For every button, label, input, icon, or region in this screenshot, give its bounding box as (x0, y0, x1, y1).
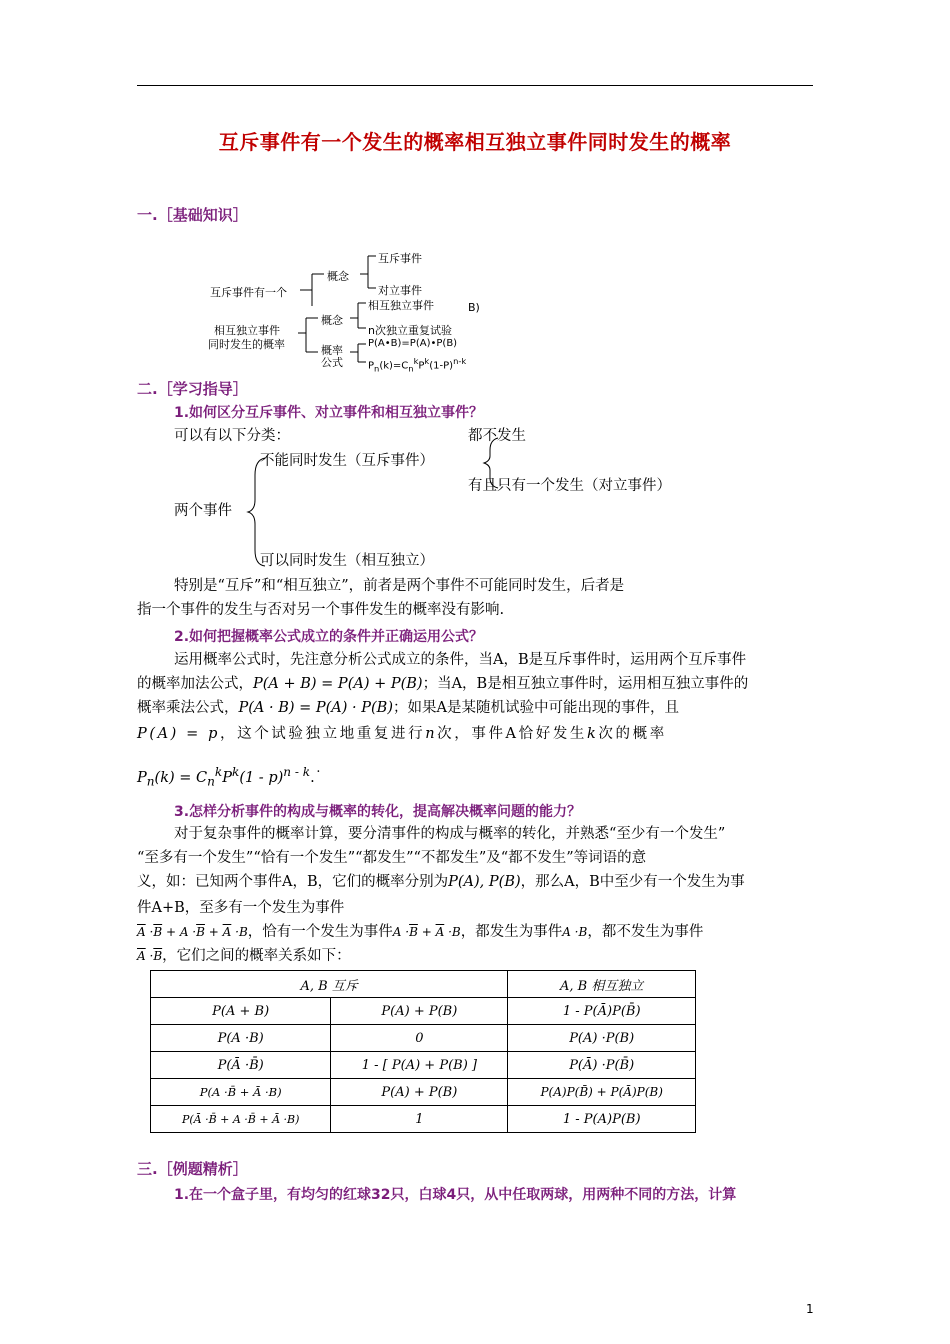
table-cell: P(Ā) ·P(B̄) (508, 1052, 696, 1079)
p3-line-5: $\overline{A} \cdot\overline{B} + A \cdot\overline{B} + \overline{A} \cdot B$，恰有一个发生为事件$A \cdot\overline{B} + \overline{A} \cdot B$，都发生为事件A ·B，都不发生为事件 (137, 924, 704, 940)
diagram-concept-2: 概念 (321, 314, 343, 327)
diagram-concept-1: 概念 (327, 270, 349, 283)
table-cell: P(A) ·P(B) (508, 1025, 696, 1052)
question-2: 2.如何把握概率公式成立的条件并正确运用公式？ (174, 629, 484, 645)
diagram-indep-root-a: 相互独立事件 (214, 324, 280, 337)
note-line-1: 特别是“互斥”和“相互独立”，前者是两个事件不可能同时发生，后者是 (174, 578, 625, 594)
diagram-indep-root-b: 同时发生的概率 (208, 338, 285, 351)
p3-line-3: 义，如：已知两个事件A，B，它们的概率分别为P(A), P(B)，那么A，B中至少有一个发生为事 (137, 874, 745, 890)
classify-text: 可以有以下分类： (174, 428, 290, 444)
diagram-repeat-trial: n次独立重复试验 (368, 324, 452, 337)
table-header-mutex: A, B 互斥 (151, 971, 508, 998)
neither-occur: 都不发生 (468, 428, 526, 444)
table-cell: P(A) + P(B) (331, 1079, 508, 1106)
table-cell: P(A)P(B̄) + P(Ā)P(B) (508, 1079, 696, 1106)
table-row (151, 1106, 696, 1133)
table-cell: 1 - P(A)P(B) (508, 1106, 696, 1133)
page-title: 互斥事件有一个发生的概率相互独立事件同时发生的概率 (218, 130, 732, 154)
table-header-indep: A, B 相互独立 (508, 971, 696, 998)
table-cell: P(Ā ·B̄ + A ·B̄ + Ā ·B) (151, 1106, 331, 1133)
diagram-formula-a: 概率 (321, 344, 343, 357)
page-number: 1 (806, 1302, 814, 1316)
table-cell: P(Ā ·B̄) (151, 1052, 331, 1079)
table-row (151, 1052, 696, 1079)
cannot-both: 不能同时发生（互斥事件） (260, 453, 434, 469)
diagram-formula-2: $P_n(k)=C_n^kP^k(1-P)^{n-k}$ (368, 356, 467, 374)
can-both: 可以同时发生（相互独立） (260, 553, 434, 569)
exactly-one: 有且只有一个发生（对立事件） (468, 478, 671, 494)
table-row (151, 1025, 696, 1052)
p2-line-2: 的概率加法公式，P(A + B) = P(A) + P(B)；当A，B是相互独立事件时，运用相互独立事件的 (137, 676, 749, 692)
table-cell: P(A) + P(B) (331, 998, 508, 1025)
question-3: 3.怎样分析事件的构成与概率的转化，提高解决概率问题的能力？ (174, 804, 582, 820)
p3-line-1: 对于复杂事件的概率计算，要分清事件的构成与概率的转化，并熟悉“至少有一个发生” (174, 826, 726, 842)
probability-table (150, 970, 696, 1133)
diagram-b-paren: B) (468, 301, 480, 314)
diagram-formula-1: P(A•B)=P(A)•P(B) (368, 338, 458, 349)
table-cell: P(A + B) (151, 998, 331, 1025)
table-header-row (151, 971, 696, 998)
section-basic-knowledge: 一.［基础知识］ (137, 206, 248, 224)
p3-line-6: $\overline{A} \cdot\overline{B}$，它们之间的概率关系如下： (137, 948, 351, 964)
diagram-mutex-root: 互斥事件有一个 (210, 286, 287, 299)
table-row (151, 1079, 696, 1106)
two-events: 两个事件 (174, 503, 232, 519)
table-cell: 0 (331, 1025, 508, 1052)
table-cell: P(A ·B) (151, 1025, 331, 1052)
p3-line-2: “至多有一个发生”“恰有一个发生”“都发生”“不都发生”及“都不发生”等词语的意 (137, 850, 647, 866)
p2-line-4: P(A) = p，这个试验独立地重复进行n次，事件A恰好发生k次的概率 (137, 726, 667, 742)
table-row (151, 998, 696, 1025)
table-cell: P(A ·B̄ + Ā ·B) (151, 1079, 331, 1106)
note-line-2: 指一个事件的发生与否对另一个事件发生的概率没有影响. (137, 602, 505, 618)
table-cell: 1 - P(Ā)P(B̄) (508, 998, 696, 1025)
example-1: 1.在一个盒子里，有均匀的红球32只，白球4只，从中任取两球，用两种不同的方法，计算 (174, 1187, 737, 1203)
p2-line-1: 运用概率公式时，先注意分析公式成立的条件，当A，B是互斥事件时，运用两个互斥事件 (174, 652, 747, 668)
diagram-indep-event: 相互独立事件 (368, 299, 434, 312)
section-examples: 三.［例题精析］ (137, 1160, 248, 1178)
p2-line-5: $P_n(k) = C_n^kP^k(1$ - p)$^{n - k}$.˙ (137, 765, 322, 789)
diagram-mutex-event: 互斥事件 (378, 252, 422, 265)
p2-line-3: 概率乘法公式，P(A · B) = P(A) · P(B)；如果A是某随机试验中可能出现的事件，且 (137, 700, 679, 716)
diagram-formula-b: 公式 (321, 356, 343, 369)
section-study-guide: 二.［学习指导］ (137, 380, 248, 398)
question-1: 1.如何区分互斥事件、对立事件和相互独立事件？ (174, 405, 484, 421)
table-cell: 1 (331, 1106, 508, 1133)
table-cell: 1 - [ P(A) + P(B) ] (331, 1052, 508, 1079)
p3-line-4: 件A+B，至多有一个发生为事件 (137, 900, 345, 916)
diagram-opposite-event: 对立事件 (378, 284, 422, 297)
